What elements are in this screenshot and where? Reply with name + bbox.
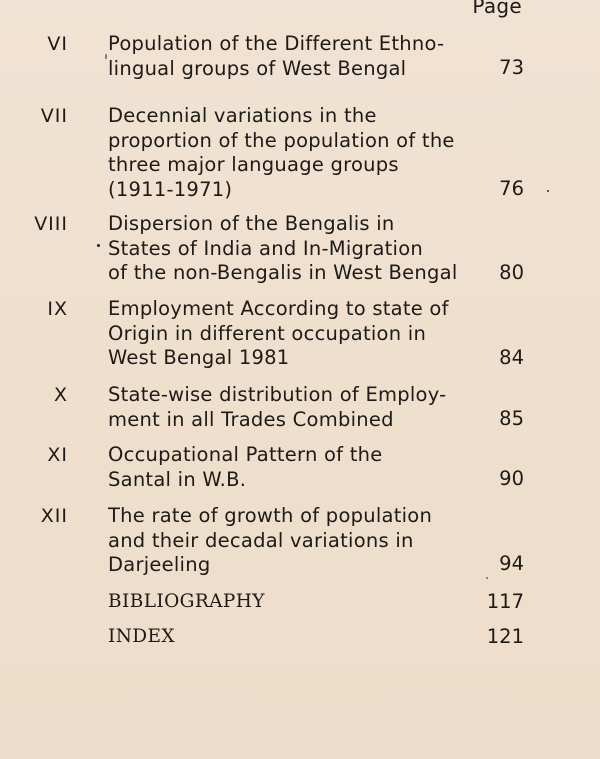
entry-title: INDEX [108, 626, 176, 647]
entry-number: IX [47, 298, 68, 320]
entry-number: VI [47, 33, 68, 55]
entry-number: VII [40, 105, 68, 127]
entry-page-number: 84 [499, 346, 524, 369]
entry-title: State-wise distribution of Employ- ment in all Trades Combined [108, 383, 447, 431]
entry-title: Decennial variations in the proportion of the population of the three major language groups (1911-1971) [108, 104, 455, 201]
entry-title: Dispersion of the Bengalis in States of India and In-Migration of the non-Bengalis in West Bengal [108, 212, 458, 284]
print-speck [486, 577, 488, 579]
print-speck [97, 244, 100, 247]
entry-page-number: 76 [499, 177, 524, 200]
print-speck [105, 54, 107, 59]
entry-number: X [53, 384, 68, 406]
entry-number: XI [47, 444, 68, 466]
entry-number: VIII [34, 213, 68, 235]
entry-page-number: 94 [499, 552, 524, 575]
entry-page-number: 90 [499, 467, 524, 490]
entry-title: Employment According to state of Origin in different occupation in West Bengal 1981 [108, 297, 449, 369]
entry-page-number: 80 [499, 261, 524, 284]
entry-number: XII [40, 505, 68, 527]
entry-title: The rate of growth of population and their decadal variations in Darjeeling [108, 504, 433, 576]
entry-page-number: 117 [486, 590, 524, 613]
entry-page-number: 85 [499, 407, 524, 430]
entry-page-number: 73 [499, 56, 524, 79]
page-column-header: Page [472, 0, 522, 18]
entry-title: BIBLIOGRAPHY [108, 591, 265, 612]
entry-page-number: 121 [486, 625, 524, 648]
entry-title: Population of the Different Ethno- lingual groups of West Bengal [108, 32, 445, 80]
entry-title: Occupational Pattern of the Santal in W.B. [108, 443, 383, 491]
print-speck [547, 190, 549, 192]
